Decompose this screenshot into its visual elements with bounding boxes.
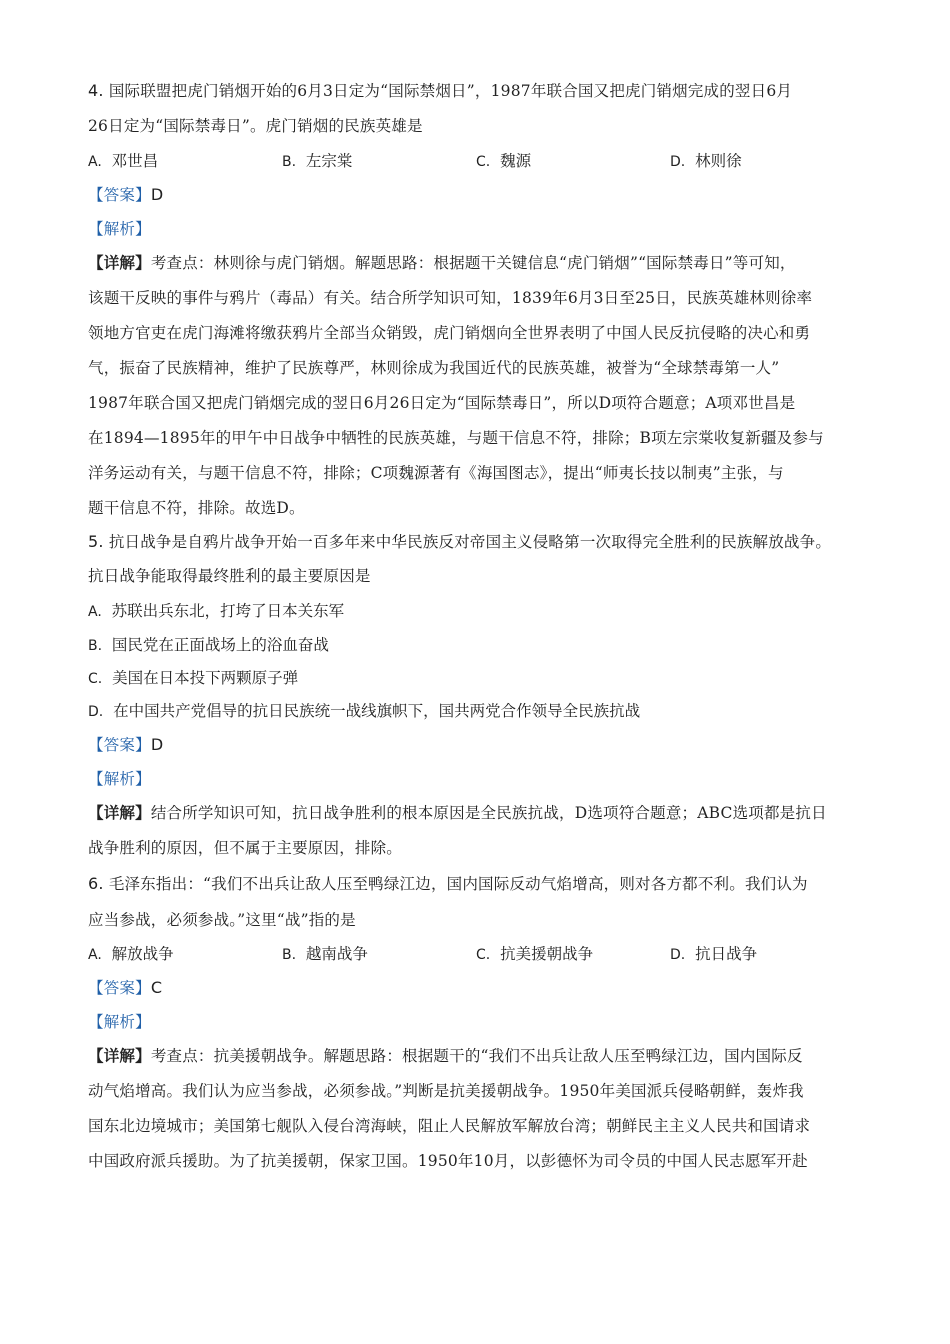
q6-detail-line-4: 中国政府派兵援助。为了抗美援朝，保家卫国。1950年10月，以彭德怀为司令员的中国人民志愿军开赴 bbox=[88, 1152, 808, 1170]
q4-detail-line-6: 在1894—1895年的甲午中日战争中牺牲的民族英雄，与题干信息不符，排除；B项左宗棠收复新疆及参与 bbox=[88, 429, 824, 447]
answer-value: D bbox=[150, 735, 164, 754]
q6-detail-line-3: 国东北边境城市；美国第七舰队入侵台湾海峡，阻止人民解放军解放台湾；朝鲜民主主义人民共和国请求 bbox=[88, 1117, 811, 1135]
q6-detail-line-1: 【详解】考查点：抗美援朝战争。解题思路：根据题干的“我们不出兵让敌人压至鸭绿江边，国内国际反 bbox=[88, 1046, 803, 1065]
q4-answer bbox=[88, 185, 163, 205]
q4-detail-line-3: 领地方官吏在虎门海滩将缴获鸦片全部当众销毁，虎门销烟向全世界表明了中国人民反抗侵略的决心和勇 bbox=[88, 324, 811, 342]
q4-stem-line-2: 26日定为“国际禁毒日”。虎门销烟的民族英雄是 bbox=[88, 117, 423, 135]
detail-label: 【详解】 bbox=[88, 253, 151, 272]
q5-option-a: A. 苏联出兵东北，打垮了日本关东军 bbox=[88, 602, 345, 620]
q5-option-b: B. 国民党在正面战场上的浴血奋战 bbox=[88, 636, 329, 654]
q6-option-d: D. 抗日战争 bbox=[670, 945, 758, 963]
q4-option-a: A. 邓世昌 bbox=[88, 152, 159, 170]
q6-detail-line-2: 动气焰增高。我们认为应当参战，必须参战。”判断是抗美援朝战争。1950年美国派兵侵略朝鲜，轰炸我 bbox=[88, 1082, 804, 1100]
q4-option-d: D. 林则徐 bbox=[670, 152, 742, 170]
q6-stem-line-2: 应当参战，必须参战。”这里“战”指的是 bbox=[88, 911, 356, 929]
q4-detail-line-2: 该题干反映的事件与鸦片（毒品）有关。结合所学知识可知，1839年6月3日至25日，民族英雄林则徐率 bbox=[88, 289, 813, 307]
answer-label: 【答案】 bbox=[88, 979, 151, 997]
q4-stem-line-1: 4. 国际联盟把虎门销烟开始的6月3日定为“国际禁烟日”，1987年联合国又把虎门销烟完成的翌日6月 bbox=[88, 81, 793, 100]
q4-detail-line-7: 洋务运动有关，与题干信息不符，排除；C项魏源著有《海国图志》，提出“师夷长技以制夷”主张，与 bbox=[88, 464, 784, 482]
q4-analysis-label: 【解析】 bbox=[88, 220, 151, 238]
q4-detail-line-4: 气，振奋了民族精神，维护了民族尊严，林则徐成为我国近代的民族英雄，被誉为“全球禁毒第一人” bbox=[88, 359, 780, 377]
q4-option-b: B. 左宗棠 bbox=[282, 152, 353, 170]
q4-detail-line-1: 【详解】考查点：林则徐与虎门销烟。解题思路：根据题干关键信息“虎门销烟”“国际禁毒日”等可知， bbox=[88, 253, 796, 272]
q6-answer bbox=[88, 978, 162, 998]
q5-option-c: C. 美国在日本投下两颗原子弹 bbox=[88, 669, 299, 687]
answer-value: D bbox=[150, 185, 164, 204]
q5-detail-line-1: 【详解】结合所学知识可知，抗日战争胜利的根本原因是全民族抗战，D选项符合题意；ABC选项都是抗日 bbox=[88, 803, 827, 822]
q6-number: 6. bbox=[88, 874, 104, 893]
q5-stem-line-2: 抗日战争能取得最终胜利的最主要原因是 bbox=[88, 567, 371, 585]
detail-label: 【详解】 bbox=[88, 803, 151, 822]
answer-value: C bbox=[150, 978, 163, 997]
q5-number: 5. bbox=[88, 532, 104, 551]
q5-answer bbox=[88, 735, 163, 755]
q6-option-b: B. 越南战争 bbox=[282, 945, 368, 963]
q4-number: 4. bbox=[88, 81, 104, 100]
answer-label: 【答案】 bbox=[88, 736, 151, 754]
q4-detail-line-8: 题干信息不符，排除。故选D。 bbox=[88, 499, 305, 517]
q6-option-a: A. 解放战争 bbox=[88, 945, 174, 963]
q6-analysis-label: 【解析】 bbox=[88, 1013, 151, 1031]
detail-label: 【详解】 bbox=[88, 1046, 151, 1065]
q5-analysis-label: 【解析】 bbox=[88, 770, 151, 788]
q6-stem-line-1: 6. 毛泽东指出：“我们不出兵让敌人压至鸭绿江边，国内国际反动气焰增高，则对各方都不利。我们认为 bbox=[88, 874, 808, 893]
q4-option-c: C. 魏源 bbox=[476, 152, 532, 170]
q5-option-d: D. 在中国共产党倡导的抗日民族统一战线旗帜下，国共两党合作领导全民族抗战 bbox=[88, 702, 641, 720]
q5-stem-line-1: 5. 抗日战争是自鸦片战争开始一百多年来中华民族反对帝国主义侵略第一次取得完全胜利的民族解放战争。 bbox=[88, 532, 832, 551]
q5-detail-line-2: 战争胜利的原因，但不属于主要原因，排除。 bbox=[88, 839, 403, 857]
q6-option-c: C. 抗美援朝战争 bbox=[476, 945, 594, 963]
q4-detail-line-5: 1987年联合国又把虎门销烟完成的翌日6月26日定为“国际禁毒日”，所以D项符合题意；A项邓世昌是 bbox=[88, 394, 796, 412]
answer-label: 【答案】 bbox=[88, 186, 151, 204]
